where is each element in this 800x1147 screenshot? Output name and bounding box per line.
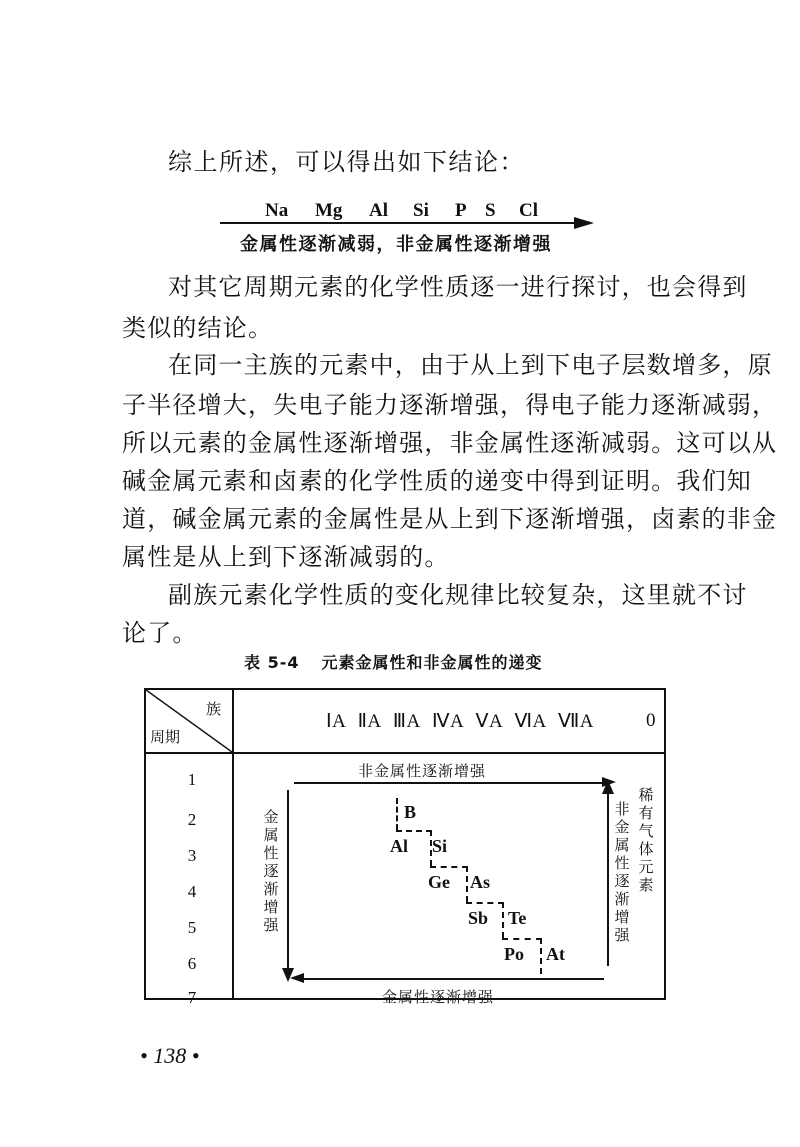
page-number: • 138 • <box>140 1043 200 1068</box>
element-ge: Ge <box>428 872 450 892</box>
group-2a: ⅡA <box>357 711 382 732</box>
group-5a: ⅤA <box>475 711 504 732</box>
boundary-dash <box>396 830 432 832</box>
header-period-label: 周期 <box>150 728 181 746</box>
period-3: 3 <box>187 846 197 865</box>
paragraph-2-line-1: 在同一主族的元素中，由于从上到下电子层数增多，原 <box>168 351 773 379</box>
arrow-up-icon <box>602 780 614 794</box>
intro-sentence: 综上所述，可以得出如下结论： <box>168 148 525 176</box>
header-diagonal-cell <box>146 690 232 752</box>
bottom-arrow-line <box>304 978 604 980</box>
noble-gas-label <box>638 786 654 894</box>
top-arrow-label: 非金属性逐渐增强 <box>358 762 487 780</box>
paragraph-1-line-1: 对其它周期元素的化学性质逐一进行探讨，也会得到 <box>168 273 748 301</box>
group-headers <box>326 710 600 733</box>
paragraph-2-line-4: 碱金属元素和卤素的化学性质的递变中得到证明。我们知 <box>122 467 752 495</box>
boundary-dash <box>466 902 504 904</box>
column-divider <box>232 690 234 998</box>
element-po: Po <box>504 944 524 964</box>
period-2: 2 <box>187 810 197 829</box>
element-cl: Cl <box>519 200 538 221</box>
boundary-dash <box>396 798 398 830</box>
left-arrow-line <box>287 790 289 970</box>
element-s: S <box>485 200 496 221</box>
element-at: At <box>546 944 565 964</box>
group-4a: ⅣA <box>431 711 465 732</box>
bottom-arrow-label: 金属性逐渐增强 <box>382 988 495 1006</box>
paragraph-2-line-6: 属性是从上到下逐渐减弱的。 <box>122 543 450 571</box>
group-7a: ⅦA <box>557 711 594 732</box>
boundary-dash <box>540 938 542 974</box>
element-sb: Sb <box>468 908 489 928</box>
group-0: 0 <box>646 710 656 731</box>
period-6: 6 <box>187 954 197 973</box>
arrow-right-icon <box>574 217 594 229</box>
element-te: Te <box>508 908 527 928</box>
boundary-dash <box>466 866 468 902</box>
element-b: B <box>404 802 417 822</box>
element-as: As <box>470 872 491 892</box>
left-arrow-label-text: 金属性逐渐增强 <box>263 808 279 934</box>
group-1a: ⅠA <box>326 711 347 732</box>
trend-arrow-line <box>220 222 580 224</box>
boundary-dash <box>430 866 468 868</box>
paragraph-1-line-2: 类似的结论。 <box>122 314 274 342</box>
top-arrow-line <box>294 782 604 784</box>
table-number: 表 5-4 <box>244 653 300 672</box>
period-7: 7 <box>187 988 197 1007</box>
element-si: Si <box>432 836 448 856</box>
arrow-left-icon <box>290 973 304 983</box>
trend-caption: 金属性逐渐减弱，非金属性逐渐增强 <box>240 234 552 255</box>
left-arrow-label <box>263 808 279 934</box>
paragraph-3-line-1: 副族元素化学性质的变化规律比较复杂，这里就不讨 <box>168 581 748 609</box>
table-caption <box>244 650 543 673</box>
header-group-label: 族 <box>206 700 222 718</box>
period-5: 5 <box>187 918 197 937</box>
element-mg: Mg <box>315 200 343 221</box>
boundary-dash <box>502 902 504 938</box>
boundary-dash <box>430 830 432 866</box>
right-arrow-label-text: 非金属性逐渐增强 <box>614 800 630 944</box>
boundary-dash <box>502 938 542 940</box>
right-arrow-line <box>607 794 609 966</box>
element-al: Al <box>369 200 388 221</box>
right-arrow-label <box>614 800 630 944</box>
element-p: P <box>455 200 467 221</box>
table-title: 元素金属性和非金属性的递变 <box>321 653 543 672</box>
group-6a: ⅥA <box>514 711 547 732</box>
period-4: 4 <box>187 882 197 901</box>
paragraph-2-line-2: 子半径增大，失电子能力逐渐增强，得电子能力逐渐减弱， <box>122 391 778 419</box>
element-na: Na <box>265 200 289 221</box>
element-si: Si <box>413 200 429 221</box>
periodic-trend-table <box>144 688 666 1007</box>
paragraph-2-line-5: 道，碱金属元素的金属性是从上到下逐渐增强，卤素的非金 <box>122 505 778 533</box>
noble-gas-label-text: 稀有气体元素 <box>638 786 654 894</box>
paragraph-3-line-2: 论了。 <box>122 619 198 647</box>
element-al: Al <box>390 836 408 856</box>
period-1: 1 <box>187 770 197 789</box>
group-3a: ⅢA <box>392 711 421 732</box>
row-divider <box>146 752 664 754</box>
paragraph-2-line-3: 所以元素的金属性逐渐增强，非金属性逐渐减弱。这可以从 <box>122 429 778 457</box>
